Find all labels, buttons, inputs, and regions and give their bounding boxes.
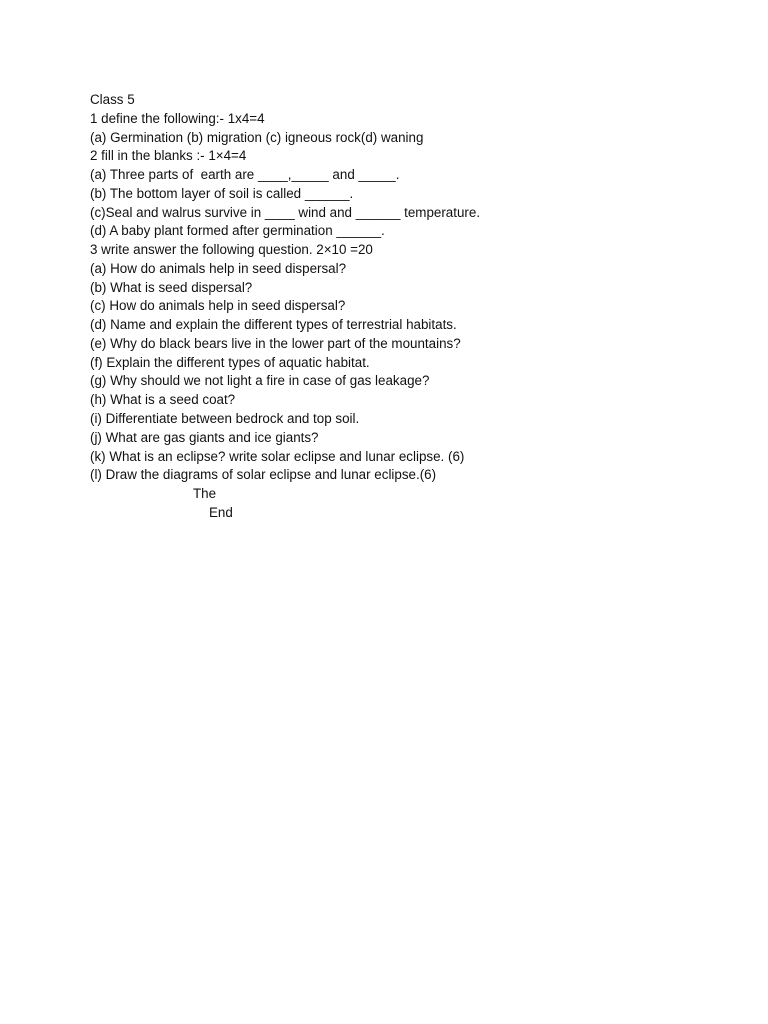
class-label: Class 5 [90, 92, 135, 107]
section-3-item-d: (d) Name and explain the different types of terrestrial habitats. [90, 317, 457, 333]
section-3-item-f: (f) Explain the different types of aquatic habitat. [90, 354, 370, 370]
section-3-item-i: (i) Differentiate between bedrock and top soil. [90, 411, 360, 427]
section-1-item-a: (a) Germination (b) migration (c) igneous rock(d) waning [90, 129, 424, 145]
ending-end: End [209, 504, 233, 520]
section-2-heading: 2 fill in the blanks :- 1×4=4 [90, 148, 247, 164]
section-2-item-a: (a) Three parts of earth are ____,_____ and _____. [90, 167, 400, 183]
section-3-item-g: (g) Why should we not light a fire in case of gas leakage? [90, 373, 430, 389]
section-3-item-l: (l) Draw the diagrams of solar eclipse and lunar eclipse.(6) [90, 467, 437, 483]
section-2-item-d: (d) A baby plant formed after germination ______. [90, 223, 385, 239]
ending-the: The [193, 486, 217, 502]
section-3-item-h: (h) What is a seed coat? [90, 392, 236, 408]
section-3-item-j: (j) What are gas giants and ice giants? [90, 429, 319, 445]
section-2-item-b: (b) The bottom layer of soil is called ______. [90, 185, 354, 201]
section-3-item-a: (a) How do animals help in seed dispersal? [90, 260, 347, 276]
section-1-heading: 1 define the following:- 1x4=4 [90, 110, 265, 126]
section-3-item-e: (e) Why do black bears live in the lower part of the mountains? [90, 335, 461, 351]
worksheet-text [90, 91, 730, 523]
section-3-item-k: (k) What is an eclipse? write solar eclipse and lunar eclipse. (6) [90, 448, 465, 464]
section-3-item-b: (b) What is seed dispersal? [90, 279, 253, 295]
section-3-heading: 3 write answer the following question. 2×10 =20 [90, 242, 373, 258]
section-2-item-c: (c)Seal and walrus survive in ____ wind and ______ temperature. [90, 204, 481, 220]
section-3-item-c: (c) How do animals help in seed dispersal? [90, 298, 346, 314]
